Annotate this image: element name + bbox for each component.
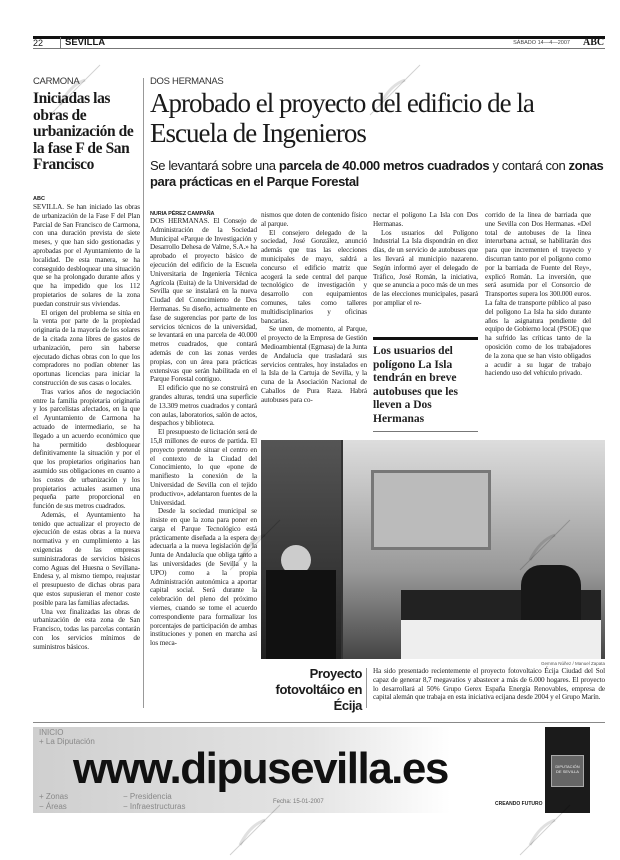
column-divider — [143, 78, 144, 708]
paragraph: nismos que doten de contenido físico al parque. — [261, 211, 367, 228]
subtitle-text: y contará con — [489, 158, 569, 173]
paragraph: Se unen, de momento, al Parque, el proyecto de la Empresa de Gestión Medioambiental (Egmasa) de la Junta de Andalucía que trasladará sus servicios centrales, hoy instalados en la Isla de la Cartuja de Sevilla, y la cuna de la Asociación Nacional de Caballos de Pura Raza. Habrá autobuses para co- — [261, 325, 367, 404]
paragraph: DOS HERMANAS. El Consejo de Administración de la Sociedad Municipal «Parque de Investigación y Desarrollo Dehesa de Valme, S.A.» ha aprobado el proyecto básico de ejecución del edificio de la Escuela Universitaria de Ingeniería Técnica Agrícola (Euita) de la Universidad de Sevilla que se instalará en la nueva Ciudad del Conocimiento de Dos Hermanas. Su diseño, actualmente en fase de sugerencias por parte de los servicios técnicos de la universidad, se levantará en una parcela de 40.000 metros cuadrados, que contará además de con las zonas verdes propias, con un área para prácticas extensivas que serán habilitada en el Parque Forestal contiguo. — [150, 217, 257, 384]
ad-menu-item: + Zonas — [39, 792, 69, 801]
left-headline: Iniciadas las obras de urbanización de la fase F de San Francisco — [33, 90, 134, 173]
paragraph: Una vez finalizadas las obras de urbanización de esta zona de San Francisco, todas las parcelas contarán con los servicios mínimos de suministros básicos. — [33, 607, 140, 651]
subtitle-bold: parcela de 40.000 metros cuadrados — [278, 158, 490, 173]
photo-credit: Gemma Núñez / Manuel Zapata — [540, 661, 605, 666]
paragraph: El origen del problema se sitúa en la venta por parte de la propiedad originaria de la mayoría de los solares de la citada zona libres de gastos de urbanización, pero sin haberse ejecutado dichas obras con lo que los compradores no podían obtener las oportunas licencias para iniciar la construcción de sus casas o locales. — [33, 308, 140, 387]
ad-menu-item: + La Diputación — [39, 737, 95, 746]
main-kicker: DOS HERMANAS — [150, 76, 224, 87]
pull-quote: Los usuarios del polígono La Isla tendrán en breve autobuses que les lleven a Dos Hermanas — [373, 337, 478, 432]
left-kicker: CARMONA — [33, 76, 80, 87]
subtitle-bold: zonas para prácticas en el Parque Forestal — [150, 158, 604, 189]
main-byline: NURIA PÉREZ CAMPAÑA — [150, 211, 215, 217]
paragraph: El edificio que no se construirá en grandes alturas, tendrá una superficie de 13.309 metros cuadrados y contará con aulas, laboratorios, salón de actos, despachos y biblioteca. — [150, 384, 257, 428]
page-number: 22 — [33, 38, 44, 48]
paragraph: Tras varios años de negociación entre la familia propietaria originaria y los parcelistas afectados, en la que el Ayuntamiento de Carmona ha actuado de intermediario, se ha llegado a un acuerdo económico que ha permitido desbloquear definitivamente la situación y por el que los propietarios originarios han asumido sus obligaciones en cuanto a los costes de urbanización y los propietarios actuales asumen una pequeña parte proporcional en función de sus metros cuadrados. — [33, 387, 140, 511]
paragraph: SEVILLA. Se han iniciado las obras de urbanización de la Fase F del Plan Parcial de San Francisco de Carmona, con una duración prevista de siete meses, y que han sido gestionadas y aprobadas por el Ayuntamiento de la localidad. De esta manera, se ha conseguido desbloquear una situación que se ha prolongado durante años y que ha impedido que los 112 propietarios de solares de la zona puedan construir sus viviendas. — [33, 203, 140, 308]
subtitle-text: Se levantará sobre una — [150, 158, 279, 173]
brand-logo: ABC — [583, 37, 605, 48]
left-article-body — [33, 203, 140, 652]
news-photo — [261, 440, 605, 659]
bottom-rule — [33, 722, 605, 723]
header-rule — [33, 36, 605, 39]
header-underline — [33, 48, 605, 49]
paragraph: nectar el polígono La Isla con Dos Hermanas. — [373, 211, 478, 228]
ad-menu-item: INICIO — [39, 728, 64, 737]
left-byline: ABC — [33, 196, 45, 202]
paragraph: El consejero delegado de la sociedad, José González, anunció además que tras las elecciones municipales de mayo, saldrá a concurso el edificio matriz que acogerá la sede central del parque tecnológico de investigación y desarrollo con equipamientos comunes, tales como talleres multidisciplinarios y oficinas bancarias. — [261, 228, 367, 325]
main-column-4 — [485, 211, 591, 378]
brief-text: Ha sido presentado recientemente el proyecto fotovoltaico Écija Ciudad del Sol capaz de generar 8,7 megavatios y abastecer a más de 6.000 hogares. El proyecto lo desarrollará al 50% Grupo Gerex España Energía Renovables, empresa de capital alemán que trabaja en esta iniciativa ecijana desde 2004 y el Grupo Marín. — [373, 667, 605, 702]
main-column-3 — [373, 211, 478, 308]
main-headline: Aprobado el proyecto del edificio de la Escuela de Ingenieros — [150, 88, 534, 148]
brief-divider — [366, 668, 367, 708]
ad-slogan: CREANDO FUTURO — [495, 801, 543, 807]
paragraph: corrido de la línea de barriada que une Sevilla con Dos Hermanas. «Del total de autobuses de la línea interurbana actual, se habilitarán dos para que incrementen el trayecto y discurran tanto por el polígono como por la barriada de Fuente del Rey», explicó Román. La inversión, que será asumida por el Consorcio de Transportes supera los 300.000 euros. La falta de transporte público al paso del polígono La Isla ha sido durante años la asignatura pendiente del equipo de Gobierno local (PSOE) que ha sufrido las críticas tanto de la oposición como de los trabajadores de la zona que se han visto obligados a acudir a su lugar de trabajo haciendo uso del vehículo privado. — [485, 211, 591, 378]
ad-date-text: Fecha: 15-01-2007 — [273, 799, 324, 805]
advertisement-banner[interactable] — [33, 727, 590, 813]
main-column-1 — [150, 211, 257, 648]
paragraph: El presupuesto de licitación será de 15,8 millones de euros de partida. El proyecto pretende situar el centro en el contexto de la Ciudad del Conocimiento, lo que «pone de manifiesto la conexión de la Universidad de Sevilla con el tejido productivo», adelantaron fuentes de la Universidad. — [150, 428, 257, 507]
paragraph: Los usuarios del Polígono Industrial La Isla dispondrán en diez días, de un servicio de autobuses que les llevará al municipio nazareno. Según informó ayer el delegado de Tráfico, José Román, la iniciativa, que se anuncia a poco más de un mes de las elecciones municipales, pasará por ampliar el re- — [373, 228, 478, 307]
diputacion-seal-logo: DIPUTACIÓN DE SEVILLA — [551, 755, 584, 787]
issue-date: SÁBADO 14—4—2007 — [513, 40, 570, 46]
ad-menu-item: − Presidencia — [123, 792, 172, 801]
ad-menu-item: − Áreas — [39, 802, 67, 811]
paragraph: Desde la sociedad municipal se insiste en que la zona para poner en carga el Parque Tecnológico está prácticamente diseñada a la espera de adecuarla a la nueva legislación de la Junta de Andalucía que obliga tanto a las universidades (de Sevilla y la UPO) como a la propia Administración autonómica a aportar capital social. Será durante la celebración del pleno del próximo viernes, cuando se tome el acuerdo correspondiente para formalizar los porcentajes de participación de ambas instituciones y ponen en marcha así los meca- — [150, 507, 257, 648]
brief-headline: Proyecto fotovoltáico en Écija — [275, 666, 362, 713]
ad-menu-item: − Infraestructuras — [123, 802, 186, 811]
ad-url[interactable]: www.dipusevilla.es — [73, 744, 448, 793]
paragraph: Además, el Ayuntamiento ha tenido que actualizar el proyecto de ejecución de estas obras a la nueva normativa y en cumplimiento a las exigencias de las empresas suministradoras de servicios básicos como Aguas del Huesna o Sevillana-Endesa y, al mismo tiempo, reajustar el presupuesto de dichas obras para que estos supusieran el menor coste posible para las familias afectadas. — [33, 510, 140, 607]
main-column-2 — [261, 211, 367, 405]
main-subtitle — [150, 158, 605, 190]
section-name: SEVILLA — [60, 37, 105, 48]
